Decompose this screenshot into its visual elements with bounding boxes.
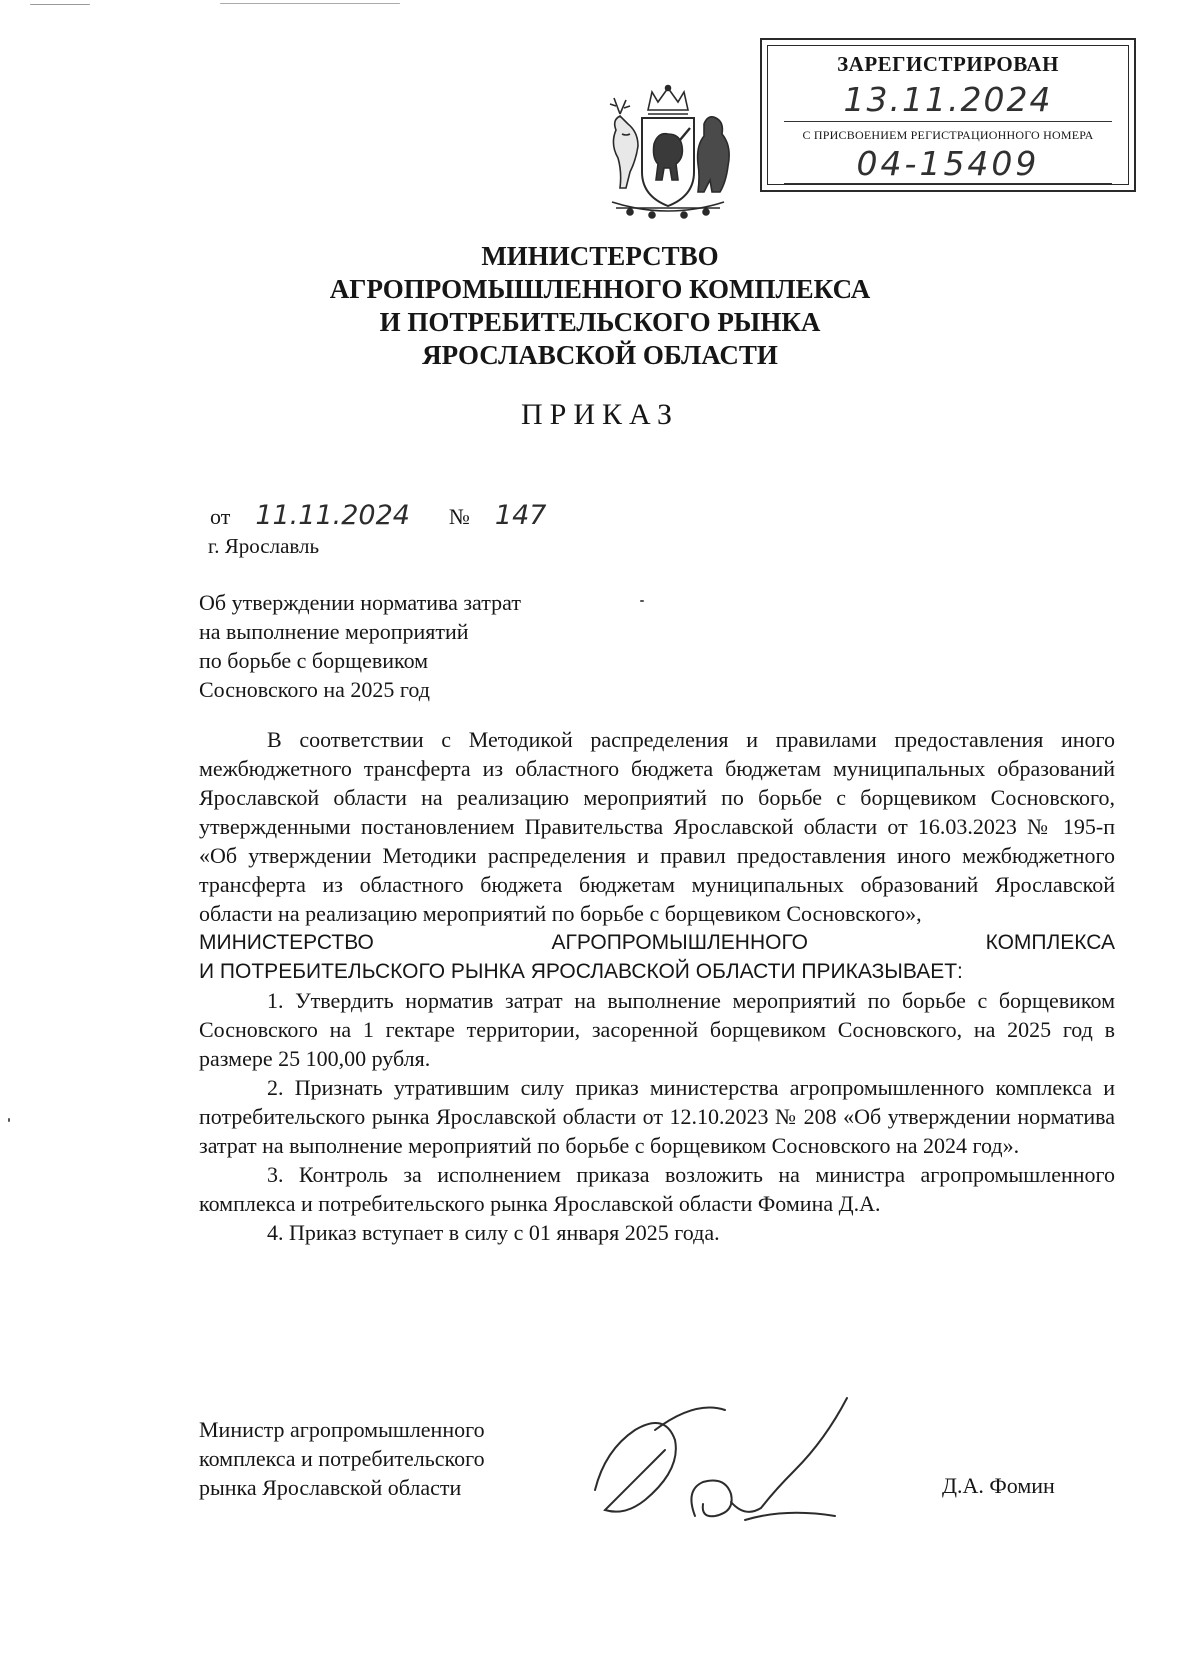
stamp-handwritten-number: 04-15409 — [856, 144, 1040, 183]
ministry-heading-line: МИНИСТЕРСТВО — [481, 241, 719, 271]
stamp-divider — [784, 121, 1112, 122]
orders-statement-line: И ПОТРЕБИТЕЛЬСКОГО РЫНКА ЯРОСЛАВСКОЙ ОБЛАСТИ ПРИКАЗЫВАЕТ: — [199, 960, 963, 983]
stamp-handwritten-date: 13.11.2024 — [843, 80, 1053, 119]
ministry-heading-line: ЯРОСЛАВСКОЙ ОБЛАСТИ — [422, 340, 778, 370]
handwritten-order-number: 147 — [494, 500, 547, 531]
handwritten-signature — [585, 1390, 895, 1540]
order-body — [199, 725, 1115, 1247]
stamp-divider — [784, 183, 1112, 184]
handwritten-order-date: 11.11.2024 — [255, 500, 410, 531]
ministry-heading-line: АГРОПРОМЫШЛЕННОГО КОМПЛЕКСА — [329, 274, 871, 304]
number-prefix: № — [448, 504, 470, 529]
orders-statement-line: МИНИСТЕРСТВО АГРОПРОМЫШЛЕННОГО КОМПЛЕКСА — [199, 931, 1115, 954]
order-item: 3. Контроль за исполнением приказа возложить на министра агропромышленного комплекса и потребительского рынка Ярославской области Фомина Д.А. — [199, 1162, 1115, 1216]
subject-line: на выполнение мероприятий — [199, 619, 469, 644]
scan-speck — [220, 3, 400, 4]
signer-position — [199, 1415, 485, 1502]
ministry-heading-line: И ПОТРЕБИТЕЛЬСКОГО РЫНКА — [379, 307, 821, 337]
coat-of-arms-icon — [592, 84, 744, 222]
scan-speck — [30, 4, 90, 5]
ministry-heading — [300, 240, 900, 372]
scan-speck — [8, 1118, 10, 1122]
subject-line: Об утверждении норматива затрат — [199, 590, 521, 615]
order-item: 2. Признать утратившим силу приказ министерства агропромышленного комплекса и потребительского рынка Ярославской области от 12.10.2023 № 208 «Об утверждении норматива затрат на выполнение мероприятий по борьбе с борщевиком Сосновского на 2024 год». — [199, 1075, 1115, 1158]
signer-position-line: комплекса и потребительского — [199, 1446, 485, 1471]
document-type-title: ПРИКАЗ — [521, 398, 679, 431]
subject-line: по борьбе с борщевиком — [199, 648, 429, 673]
order-item: 1. Утвердить норматив затрат на выполнение мероприятий по борьбе с борщевиком Сосновского на 1 гектаре территории, засоренной борщевиком Сосновского, на 2025 год в размере 25 100,00 рубля. — [199, 988, 1115, 1071]
subject-line: Сосновского на 2025 год — [199, 677, 430, 702]
registration-stamp — [760, 38, 1136, 192]
signer-position-line: рынка Ярославской области — [199, 1475, 462, 1500]
city-label: г. Ярославль — [208, 534, 320, 558]
stamp-caption: С ПРИСВОЕНИЕМ РЕГИСТРАЦИОННОГО НОМЕРА — [802, 128, 1094, 142]
preamble-paragraph: В соответствии с Методикой распределения и правилами предоставления иного межбюджетного трансферта из областного бюджета бюджетам муниципальных образований Ярославской области на реализацию мероприятий по борьбе с борщевиком Сосновского, утвержденными постановлением Правительства Ярославской области от 16.03.2023 № 195-п «Об утверждении Методики распределения и правил предоставления иного межбюджетного трансферта из областного бюджета бюджетам муниципальных образований Ярославской области на реализацию мероприятий по борьбе с борщевиком Сосновского», — [199, 727, 1115, 926]
order-date-number — [210, 500, 546, 531]
order-subject — [199, 588, 521, 704]
date-prefix: от — [210, 504, 231, 529]
scan-speck — [640, 600, 644, 602]
signer-position-line: Министр агропромышленного — [199, 1417, 485, 1442]
stamp-title: ЗАРЕГИСТРИРОВАН — [837, 52, 1059, 76]
order-item: 4. Приказ вступает в силу с 01 января 2025 года. — [267, 1220, 720, 1245]
signer-name: Д.А. Фомин — [942, 1473, 1055, 1498]
